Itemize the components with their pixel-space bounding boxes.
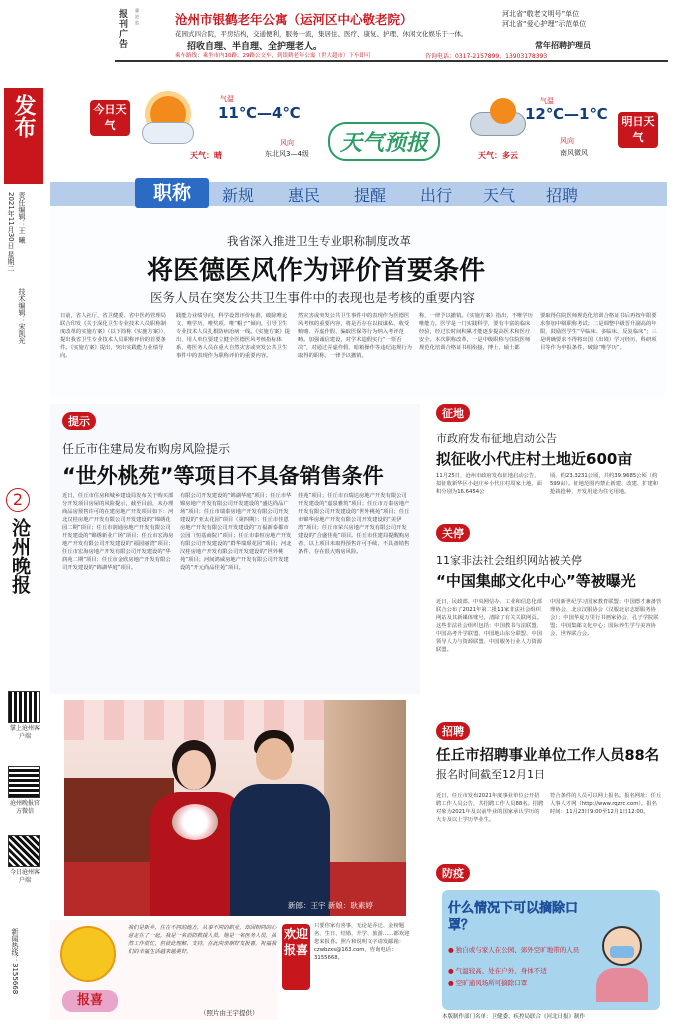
buy-tag: 提示 [62, 412, 96, 430]
today-temp-label: 气温 [220, 95, 234, 103]
ad-phone: 咨询电话：0317-2157899、13903178393 [425, 53, 548, 60]
fangyi-bullet: ● 独自或与家人在公园、郊外空旷地带的人员 [448, 946, 580, 954]
qr-label: 沧州晚报官方微信 [9, 800, 40, 815]
ad-note1: 河北省“敬老文明号”单位 [502, 10, 580, 18]
zhaopin-tag: 招聘 [436, 722, 470, 740]
page-number: 2 [6, 488, 30, 512]
sidebar [4, 88, 40, 1018]
ad-banner: 报刊广告 冀沧监 沧州市银鹤老年公寓（运河区中心敬老院） 河北省“敬老文明号”单位 河北省“爱心护理”示范单位 花园式四合院，平房结构，交通便利，服务一流，集居住、医疗、康复、护理、休闲文化娱乐于一体。 招收自理、半自理、全护理老人。 常年招聘护理员 乘车路线：乘坐市内10路、29路公交车，到银鹤老年公寓（世大超市）下车即可 咨询电话：0317-2157899、13903178393 [115, 6, 668, 62]
ad-line2: 招收自理、半自理、全护理老人。 [187, 42, 323, 52]
guanting-col: 近日，民政部、中央网信办、工业和信息化部联合公布了2021年第二批11家非法社会组织网站及其新媒体账号，清除了有关关联网页。这些非法社会组织包括：中国教书与法联盟、中国高考升学联盟、中国地山东分联盟、中国领导人力与资源联盟、中国服务行业人力资源联盟。 [436, 599, 542, 653]
zhengdi-col: 顷、约23.3231公顷，共约39.9685公顷（约599亩）。征地范围内禁止新建、改建、扩建和抢栽抢种，开发用途为住宅用地。 [550, 473, 659, 495]
ad-contact: 乘车路线：乘坐市内10路、29路公交车，到银鹤老年公寓（世大超市）下车即可 [175, 53, 371, 59]
huanying-text: 只要你家有喜事，无论是乔迁、金榜题名、生日、结婚、升学、旅游……都欢迎您来报喜。照片和说明文字请发邮箱：czwbzxs@163.com，咨询电话：3155668。 [314, 923, 410, 961]
lead-col: 要取得住院医师规范化培训合格证书后再按年限要求参加中级职称考试；二是调整中级晋升副高的年限，鼓励医学生“早临床、多临床、反复临床”；三是明确要求不得将出国（出境）学习经历、科研项目等作为申报条件，破除“唯学历”。 [540, 313, 657, 351]
qr-label: 掌上沧州客户端 [9, 725, 40, 740]
buy-headline: “世外桃苑”等项目不具备销售条件 [62, 464, 384, 488]
ad-line1: 花园式四合院，平房结构，交通便利，服务一流，集居住、医疗、康复、护理、休闲文化娱乐于一体。 [175, 30, 468, 38]
tab-item[interactable]: 新规 [222, 186, 255, 205]
lead-subhead: 医务人员在突发公共卫生事件中的表现也是考核的重要内容 [150, 290, 476, 305]
lead-headline: 将医德医风作为评价首要条件 [147, 256, 486, 286]
photo-credit: （照片由王宇提供） [200, 1009, 259, 1017]
qr-label: 今日沧州客户端 [9, 869, 40, 884]
fangyi-bullet: ● 空旷通风场所可摘除口罩 [448, 979, 528, 987]
zhaopin-kicker: 报名时间截至12月1日 [436, 768, 545, 781]
lead-col: 日前，省人社厅、省卫健委、省中医药管理局联合印发《关于深化卫生专业技术人员职称制度改革的实施方案》（以下简称《实施方案》），提出我省卫生专业技术人员职称评价的首要条件。《实施方案》提出，突出实践能力业绩导向。 [60, 313, 169, 359]
baoxi-text: 我们是新乡，住在不同的地方，从事不同的职业，却因相同的心意走在了一起。我是一名消防救援人员，她是一名医务人员，虽然工作很忙，但彼此理解、支持，在此向亲朋好友报喜，祝福我们的幸福生活越来越美好。 [128, 925, 277, 955]
wedding-names: 新郎：王宇 新娘：耿素婷 [288, 901, 373, 910]
qr-code[interactable] [9, 836, 39, 866]
zhaopin-col: 近日，任丘市发布2021年度事业单位公开招聘工作人员公告，共招聘工作人员88名。招聘对象为2021年及以前毕业的国家承认学历的大专及以上学历毕业生。 [436, 793, 544, 823]
tomorrow-temp-label: 气温 [540, 97, 554, 105]
lead-col: 然灾害或突发公共卫生事件中的表现作为医德医风考核的重要内容，将是否存在以权谋私、收受贿赂、弄虚作假、骗取医保等行为纳入考评范畴。加强诚信建设，对学术造假实行“一票否决”，对通过弄虚作假、暗箱操作等违纪违规行为取得的职称，一律予以撤销。 [298, 313, 412, 359]
zhengdi-article [428, 404, 668, 518]
qr-code[interactable] [9, 692, 39, 722]
buy-col: 佳苑”项目；任丘市百瑞达房地产开发有限公司开发建设的“嘉泉雅筑”项目；任丘市万泰房地产开发有限公司开发建设的“世外桃苑”项目；任丘市锦华房地产开发有限公司开发建设的“美伊湾”项目；任丘市荣兴房地产开发有限公司开发建设的“合盛佳苑”项目。任丘市住建局提醒购房者，以上项目未取得预售许可手续，不具备销售条件，存在很大购房风险。 [298, 493, 410, 555]
weather-banner [90, 88, 665, 176]
hotline: 新闻热线：3155668 [11, 928, 19, 995]
sun-icon [490, 98, 516, 124]
fangyi-bullet: ● 气温较高、处在户外、身体不适 [448, 967, 547, 975]
tab-item[interactable]: 惠民 [288, 186, 321, 205]
today-wind-label: 风向 [280, 139, 294, 147]
tab-item[interactable]: 天气 [483, 186, 516, 205]
fangyi-box [428, 862, 668, 1022]
tomorrow-temp: 12℃—1℃ [525, 105, 608, 123]
section-title: 发布 [4, 88, 43, 184]
cloud-icon [142, 122, 194, 144]
lead-article [50, 208, 667, 398]
tab-item[interactable]: 提醒 [354, 186, 387, 205]
guanting-headline: “中国集邮文化中心”等被曝光 [436, 572, 636, 590]
guanting-kicker: 11家非法社会组织网站被关停 [436, 554, 582, 567]
zhaopin-article [428, 720, 668, 838]
tab-active[interactable]: 职称 [135, 178, 209, 208]
baoxi-box [50, 920, 285, 1020]
fangyi-tag: 防疫 [436, 864, 470, 882]
today-badge: 今日天气 [90, 100, 130, 136]
guanting-article [428, 524, 668, 714]
tab-item[interactable]: 出行 [420, 186, 453, 205]
buy-col: 近日，任丘市住房和城乡建设局发布关于购买部分开发项目房屋的风险提示，截至目前，未办理商品房预售许可的在建房地产开发项目如下：河北汉桂房地产开发有限公司开发建设的“锦绣花园二期”项目；任丘市润通房地产开发有限公司开发建设的“锦绣新业广场”项目；任丘市宏海房地产开发有限公司开发建设的“福园丽湾”项目；任丘市宏海房地产开发有限公司开发建设的“华润苑二期”项目；任丘市金欣房地产开发有限公司开发建设的“锦湖华庭”项目。 [62, 493, 174, 571]
tomorrow-wind-label: 风向 [560, 137, 574, 145]
today-wind: 东北风3—4级 [265, 150, 309, 158]
zhaopin-col: 符合条件的人员可以网上报名。报名网址：任丘人事人才网（http://www.rqzrc.com）。报名时间：11月23日9:00至12月1日12:00。 [550, 793, 662, 815]
tomorrow-wind: 南风微风 [560, 149, 588, 157]
lead-col: 称，一律予以撤销。《实施方案》指出，不唯学历唯能力。医学是一门实践科学，要有丰富的临床经验，经过长时间积累才能逐步提高医术和医疗安全。本次职称改革，一是中级职称与住院医师规范化培训合格证书相衔接，博士、硕士都 [419, 313, 533, 351]
guanting-tag: 关停 [436, 524, 470, 542]
tomorrow-badge: 明日天气 [618, 112, 658, 148]
ad-title: 沧州市银鹤老年公寓（运河区中心敬老院） [175, 12, 413, 27]
zhengdi-col: 11月25日，沧州市政府发布征地启动公告，拟征收新华区小赵庄乡小代庄村周家土地，面积分别为16.6454公 [436, 473, 542, 495]
groom [224, 730, 334, 916]
zhaopin-headline: 任丘市招聘事业单位工作人员88名 [436, 748, 660, 764]
zhengdi-tag: 征地 [436, 404, 470, 422]
lead-kicker: 我省深入推进卫生专业职称制度改革 [227, 234, 411, 248]
today-temp: 11℃—4℃ [218, 104, 301, 122]
wedding-photo [64, 700, 406, 916]
weather-title: 天气预报 [328, 122, 440, 161]
huanying-label: 欢迎报喜 [282, 924, 310, 990]
guanting-col: 中国新世纪学习国家教育联盟；中国德才兼备管理协会、北京汉服协会（汉服北京志愿服务协会）；中国华夏万里行书画家协会、孔子学院联盟；中国集邮文化中心；国际养生学与美容协会、世界联合会。 [550, 599, 662, 637]
editor: 责任编辑：王 曦 [18, 192, 26, 244]
today-weather: 天气：晴 [190, 151, 222, 160]
zhengdi-kicker: 市政府发布征地启动公告 [436, 432, 557, 445]
ad-label: 报刊广告 [119, 10, 129, 50]
buy-kicker: 任丘市住建局发布购房风险提示 [62, 442, 231, 456]
fangyi-title: 什么情况下可以摘除口罩？ [448, 901, 579, 933]
zhengdi-headline: 拟征收小代庄村土地近600亩 [436, 450, 633, 468]
ad-line3: 常年招聘护理员 [535, 41, 591, 50]
baoxi-label: 报喜 [62, 990, 118, 1012]
paper-name: 沧州晚报 [9, 518, 31, 594]
date-line: 2021年11月30日 星期二 [7, 192, 15, 272]
huanying-box [278, 920, 412, 1020]
fangyi-caption: 本版制作部门名单：卫健委、疾控局联合《河北日报》制作 [442, 1014, 586, 1020]
nav-bar [50, 182, 667, 206]
tab-item[interactable]: 招聘 [546, 186, 579, 205]
ad-note2: 河北省“爱心护理”示范单位 [502, 20, 587, 28]
tomorrow-weather: 天气：多云 [478, 151, 518, 160]
thumbs-up-icon [60, 926, 116, 982]
qr-code[interactable] [9, 767, 39, 797]
buy-article [50, 404, 420, 694]
fangyi-card [442, 890, 660, 1010]
bouquet [172, 804, 218, 840]
lead-col: 践能力业绩导向，科学设置评价标准，破除唯论文、唯学历、唯奖项、唯“帽子”倾向，引导卫生专业技术人员扎根防病治病一线。《实施方案》提出，用人单位要建立健全医德医风考核指标体系，将医务人员在重大自然灾害或突发公共卫生事件中的表现作为职称评价的重要内容。 [176, 313, 290, 359]
tech-editor: 技术编辑：宋凯光 [18, 288, 26, 344]
buy-col: 有限公司开发建设的“锦湖华庭”项目；任丘市华锦房地产开发有限公司开发建设的“盛达尚品广场”项目；任丘市瑞泰房地产开发有限公司开发建设的“亚太花园”项目（第四期）；任丘市佳恩房地产开发有限公司开发建设的“万福新泰都市公园（恒基商院）”项目；任丘市泰恒房地产开发有限公司开发建设的“群华瑞璟花园”项目；河北汉桂房地产开发有限公司开发建设的“世外桃苑”项目；河间鸿威房地产开发有限公司开发建设的“开元尚品佳苑”项目。 [180, 493, 292, 571]
